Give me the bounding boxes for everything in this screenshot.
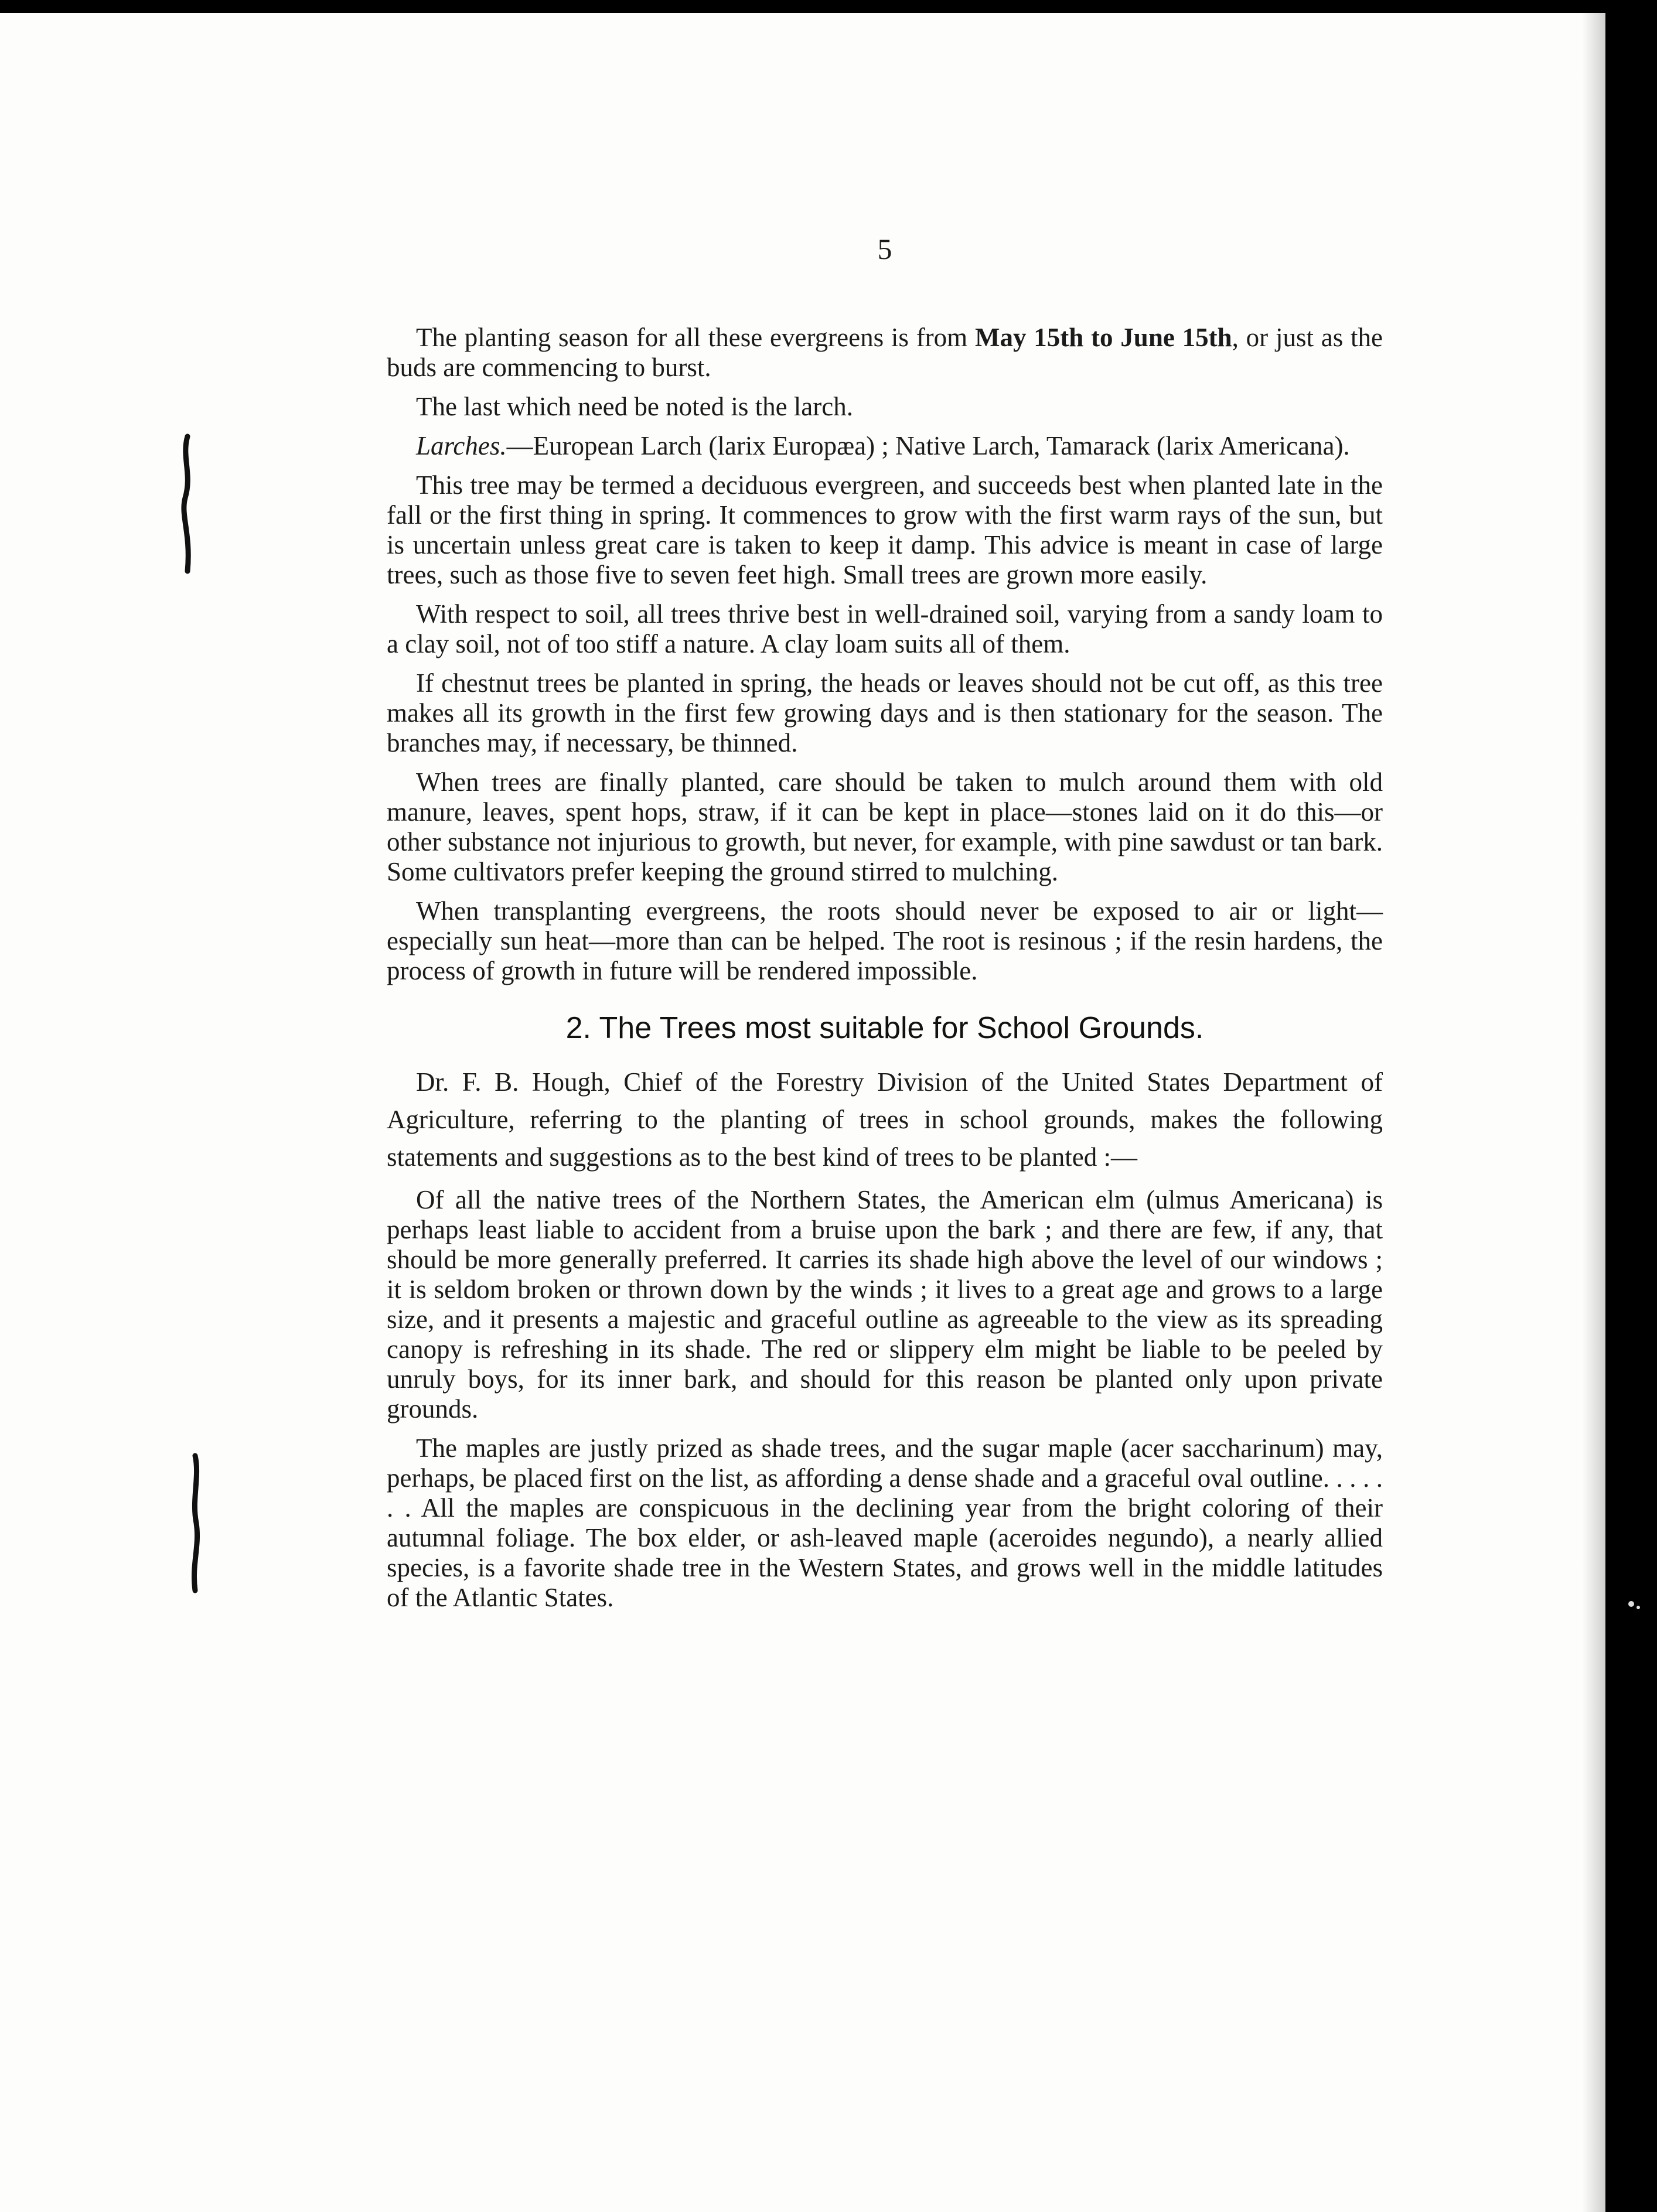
binding-mark-upper [170, 433, 205, 574]
paragraph-planting-season [387, 323, 1383, 383]
section-heading: 2. The Trees most suitable for School Grounds. [565, 1011, 1204, 1045]
paragraph-larch-intro: The last which need be noted is the larch. [416, 392, 853, 421]
paragraph-text: , or just as the buds are commencing to burst. [387, 323, 1383, 382]
paragraph-hough: Dr. F. B. Hough, Chief of the Forestry Division of the United States Department of Agriculture, referring to the planting of trees in school grounds, makes the following statements and suggestions as to the best kind of trees to be planted :— [387, 1067, 1383, 1172]
larches-text: —European Larch (larix Europæa) ; Native Larch, Tamarack (larix Americana). [506, 431, 1350, 460]
paragraph-larches [387, 431, 1383, 461]
binding-mark-lower [179, 1453, 214, 1593]
paragraph-elm: Of all the native trees of the Northern States, the American elm (ulmus Americana) is perhaps least liable to accident from a bruise upon the bark ; and there are few, if any, that should be more generally preferred. It carries its shade high above the level of our windows ; it is seldom broken or thrown down by the winds ; it lives to a great age and grows to a large size, and it presents a majestic and graceful outline as agreeable to the view as its spreading canopy is refreshing in its shade. The red or slippery elm might be liable to be peeled by unruly boys, for its inner bark, and should for this reason be planted only upon private grounds. [387, 1185, 1383, 1424]
page-edge-shadow [1582, 13, 1605, 2212]
paragraph-soil: With respect to soil, all trees thrive best in well-drained soil, varying from a sandy loam to a clay soil, not of too stiff a nature. A clay loam suits all of them. [387, 599, 1383, 658]
larches-lead: Larches. [416, 431, 507, 460]
paragraph-chestnut: If chestnut trees be planted in spring, the heads or leaves should not be cut off, as this tree makes all its growth in the first few growing days and is then stationary for the season. The branches may, if necessary, be thinned. [387, 668, 1383, 757]
paragraph-transplanting: When transplanting evergreens, the roots should never be exposed to air or light—especially sun heat—more than can be helped. The root is resinous ; if the resin hardens, the process of growth in future will be rendered impossible. [387, 896, 1383, 985]
paragraph-mulch: When trees are finally planted, care should be taken to mulch around them with old manure, leaves, spent hops, straw, if it can be kept in place—stones laid on it do this—or other substance not injurious to growth, but never, for example, with pine sawdust or tan bark. Some cultivators prefer keeping the ground stirred to mulching. [387, 767, 1383, 886]
scan-border-right [1605, 0, 1657, 2212]
paragraph-maples: The maples are justly prized as shade trees, and the sugar maple (acer saccharinum) may, perhaps, be placed first on the list, as affording a dense shade and a graceful oval outline. . . . . . . All the maples are conspicuous in the declining year from the bright coloring of their autumnal foliage. The box elder, or ash-leaved maple (aceroides negundo), a nearly allied species, is a favorite shade tree in the Western States, and grows well in the middle latitudes of the Atlantic States. [387, 1433, 1383, 1612]
page-number: 5 [877, 233, 892, 265]
text-column [387, 234, 1383, 1622]
paragraph-deciduous-evergreen: This tree may be termed a deciduous evergreen, and succeeds best when planted late in the fall or the first thing in spring. It commences to grow with the first warm rays of the sun, but is uncertain unless great care is taken to keep it damp. This advice is meant in case of large trees, such as those five to seven feet high. Small trees are grown more easily. [387, 470, 1383, 589]
paragraph-text: The planting season for all these evergreens is from [416, 323, 975, 352]
margin-speck-right [1623, 1593, 1646, 1617]
planting-dates: May 15th to June 15th [974, 323, 1232, 352]
